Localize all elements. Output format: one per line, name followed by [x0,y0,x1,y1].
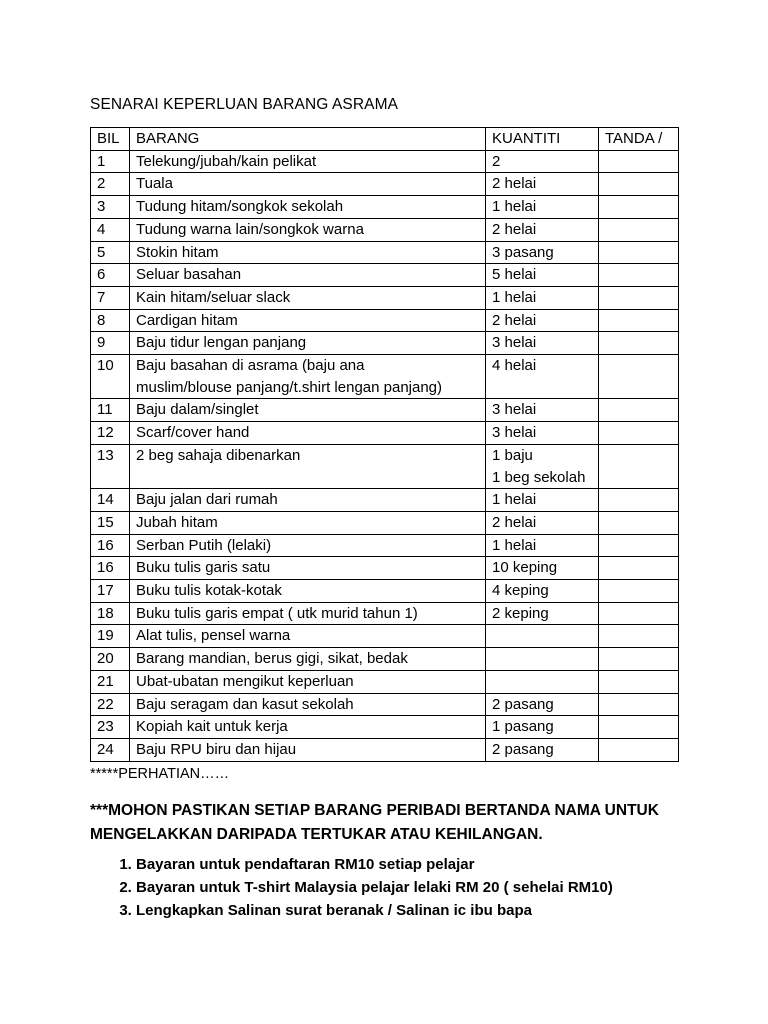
steps-list [90,853,768,922]
table-row [91,670,679,693]
cell-barang-line: Scarf/cover hand [136,424,250,442]
cell-barang-line: Baju jalan dari rumah [136,491,278,509]
cell-kuantiti [486,511,599,534]
cell-tanda[interactable] [599,602,679,625]
cell-barang [130,286,486,309]
cell-tanda[interactable] [599,264,679,287]
table-row [91,693,679,716]
cell-tanda[interactable] [599,241,679,264]
cell-kuantiti [486,196,599,219]
cell-barang-line: Tuala [136,175,173,193]
cell-kuantiti [486,534,599,557]
cell-barang [130,355,486,399]
table-row [91,218,679,241]
cell-barang [130,738,486,761]
cell-bil: 21 [91,670,130,693]
cell-bil: 19 [91,625,130,648]
header-kuantiti: KUANTITI [486,128,599,151]
cell-kuantiti-line: 2 keping [492,604,549,622]
cell-barang-line: muslim/blouse panjang/t.shirt lengan panjang) [136,378,443,396]
cell-kuantiti-line: 2 helai [492,175,537,193]
table-row [91,422,679,445]
cell-kuantiti [486,444,599,488]
table-body [91,150,679,761]
cell-kuantiti-line: 2 pasang [492,740,554,758]
cell-tanda[interactable] [599,286,679,309]
cell-barang-line: Seluar basahan [136,266,242,284]
cell-bil: 13 [91,444,130,488]
cell-kuantiti [486,648,599,671]
cell-kuantiti [486,173,599,196]
header-barang: BARANG [130,128,486,151]
cell-kuantiti-line: 3 helai [492,424,537,442]
table-row [91,580,679,603]
cell-kuantiti [486,218,599,241]
cell-barang-line: Buku tulis garis satu [136,559,271,577]
cell-bil: 7 [91,286,130,309]
cell-kuantiti [486,264,599,287]
cell-bil: 8 [91,309,130,332]
cell-kuantiti-line: 2 helai [492,220,537,238]
cell-kuantiti-line: 10 keping [492,559,558,577]
cell-barang-line: Buku tulis kotak-kotak [136,582,282,600]
cell-kuantiti-line: 1 beg sekolah [492,468,586,486]
cell-barang [130,625,486,648]
cell-barang-line: Telekung/jubah/kain pelikat [136,152,317,170]
cell-barang-line: Serban Putih (lelaki) [136,536,272,554]
cell-barang-line: Alat tulis, pensel warna [136,627,291,645]
cell-kuantiti-line: 2 helai [492,311,537,329]
cell-barang-line: Kain hitam/seluar slack [136,288,291,306]
cell-tanda[interactable] [599,534,679,557]
list-item: 2. Bayaran untuk T-shirt Malaysia pelajar lelaki RM 20 ( sehelai RM10) [136,876,768,899]
cell-kuantiti [486,422,599,445]
cell-kuantiti-line: 3 helai [492,401,537,419]
cell-barang-line: Cardigan hitam [136,311,238,329]
cell-bil: 18 [91,602,130,625]
cell-tanda[interactable] [599,196,679,219]
cell-tanda[interactable] [599,355,679,399]
table-row [91,399,679,422]
table-row [91,241,679,264]
table-row [91,511,679,534]
cell-barang [130,716,486,739]
cell-kuantiti-line: 3 pasang [492,243,554,261]
cell-barang [130,580,486,603]
cell-tanda[interactable] [599,150,679,173]
cell-tanda[interactable] [599,716,679,739]
cell-barang [130,422,486,445]
table-row [91,602,679,625]
cell-barang [130,670,486,693]
cell-kuantiti [486,693,599,716]
cell-kuantiti [486,309,599,332]
cell-bil: 9 [91,332,130,355]
cell-barang-line: Stokin hitam [136,243,219,261]
cell-bil: 24 [91,738,130,761]
table-row [91,534,679,557]
cell-barang-line: Jubah hitam [136,513,218,531]
cell-barang-line: Baju tidur lengan panjang [136,334,307,352]
cell-barang [130,264,486,287]
list-item: 1. Bayaran untuk pendaftaran RM10 setiap pelajar [136,853,768,876]
cell-barang [130,332,486,355]
cell-kuantiti-line: 2 pasang [492,695,554,713]
cell-barang-line: Baju RPU biru dan hijau [136,740,297,758]
cell-bil: 17 [91,580,130,603]
cell-bil: 16 [91,534,130,557]
cell-bil: 5 [91,241,130,264]
cell-kuantiti [486,355,599,399]
cell-kuantiti-line: 1 pasang [492,718,554,736]
cell-kuantiti-line: 2 [492,152,501,170]
cell-barang-line: Ubat-ubatan mengikut keperluan [136,672,354,690]
cell-bil: 3 [91,196,130,219]
cell-barang [130,511,486,534]
cell-kuantiti-line: 1 baju [492,446,533,464]
cell-barang [130,309,486,332]
cell-barang [130,489,486,512]
cell-tanda[interactable] [599,173,679,196]
cell-barang [130,399,486,422]
cell-bil: 15 [91,511,130,534]
cell-bil: 4 [91,218,130,241]
cell-bil: 22 [91,693,130,716]
cell-kuantiti-line: 1 helai [492,198,537,216]
cell-kuantiti [486,557,599,580]
cell-tanda[interactable] [599,309,679,332]
cell-tanda[interactable] [599,557,679,580]
cell-barang [130,557,486,580]
cell-kuantiti [486,670,599,693]
cell-tanda[interactable] [599,625,679,648]
table-row [91,557,679,580]
cell-barang [130,241,486,264]
cell-tanda[interactable] [599,511,679,534]
cell-barang-line: Buku tulis garis empat ( utk murid tahun 1) [136,604,418,622]
cell-kuantiti [486,716,599,739]
cell-barang-line: Baju basahan di asrama (baju ana [136,357,365,375]
cell-bil: 20 [91,648,130,671]
cell-barang [130,173,486,196]
cell-bil: 6 [91,264,130,287]
cell-barang [130,648,486,671]
cell-barang-line: Baju seragam dan kasut sekolah [136,695,354,713]
cell-bil: 11 [91,399,130,422]
cell-barang [130,218,486,241]
cell-tanda[interactable] [599,489,679,512]
cell-bil: 10 [91,355,130,399]
table-row [91,286,679,309]
cell-kuantiti-line: 1 helai [492,536,537,554]
cell-tanda[interactable] [599,738,679,761]
cell-kuantiti-line: 4 keping [492,582,549,600]
table-row [91,648,679,671]
cell-tanda[interactable] [599,332,679,355]
cell-tanda[interactable] [599,670,679,693]
cell-kuantiti-line: 1 helai [492,491,537,509]
cell-bil: 16 [91,557,130,580]
cell-barang [130,534,486,557]
cell-kuantiti-line: 3 helai [492,334,537,352]
cell-kuantiti-line: 1 helai [492,288,537,306]
cell-barang [130,444,486,488]
cell-barang-line: Tudung warna lain/songkok warna [136,220,364,238]
cell-bil: 1 [91,150,130,173]
cell-kuantiti [486,489,599,512]
cell-barang [130,150,486,173]
cell-kuantiti [486,602,599,625]
cell-kuantiti [486,286,599,309]
cell-tanda[interactable] [599,399,679,422]
cell-bil: 12 [91,422,130,445]
cell-kuantiti [486,241,599,264]
cell-bil: 14 [91,489,130,512]
cell-barang [130,196,486,219]
table-row [91,625,679,648]
cell-tanda[interactable] [599,422,679,445]
cell-barang [130,693,486,716]
cell-barang [130,602,486,625]
table-row [91,489,679,512]
table-row [91,444,679,488]
cell-barang-line: Tudung hitam/songkok sekolah [136,198,344,216]
table-row [91,716,679,739]
cell-kuantiti-line: 2 helai [492,513,537,531]
perhatian-label: *****PERHATIAN…… [90,766,230,782]
cell-tanda[interactable] [599,648,679,671]
table-row [91,355,679,399]
cell-kuantiti [486,625,599,648]
cell-kuantiti [486,399,599,422]
table-row [91,196,679,219]
cell-tanda[interactable] [599,693,679,716]
table-row [91,264,679,287]
table-row [91,309,679,332]
cell-kuantiti [486,150,599,173]
table-row [91,332,679,355]
cell-barang-line: Kopiah kait untuk kerja [136,718,288,736]
cell-barang-line: 2 beg sahaja dibenarkan [136,446,301,464]
list-item: 3. Lengkapkan Salinan surat beranak / Salinan ic ibu bapa [136,899,768,922]
table-row [91,150,679,173]
cell-bil: 2 [91,173,130,196]
table-row [91,738,679,761]
header-tanda: TANDA / [599,128,679,151]
table-header-row [91,128,679,151]
table-row [91,173,679,196]
cell-tanda[interactable] [599,580,679,603]
page-title: SENARAI KEPERLUAN BARANG ASRAMA [90,96,399,113]
notice-text: ***MOHON PASTIKAN SETIAP BARANG PERIBADI BERTANDA NAMA UNTUK MENGELAKKAN DARIPADA TERTUKAR ATAU KEHILANGAN. [90,802,659,843]
cell-bil: 23 [91,716,130,739]
cell-kuantiti [486,580,599,603]
header-bil: BIL [91,128,130,151]
cell-kuantiti-line: 4 helai [492,357,537,375]
cell-barang-line: Baju dalam/singlet [136,401,259,419]
cell-tanda[interactable] [599,444,679,488]
items-table [90,127,679,762]
cell-kuantiti [486,332,599,355]
cell-kuantiti [486,738,599,761]
cell-barang-line: Barang mandian, berus gigi, sikat, bedak [136,650,408,668]
cell-tanda[interactable] [599,218,679,241]
cell-kuantiti-line: 5 helai [492,266,537,284]
